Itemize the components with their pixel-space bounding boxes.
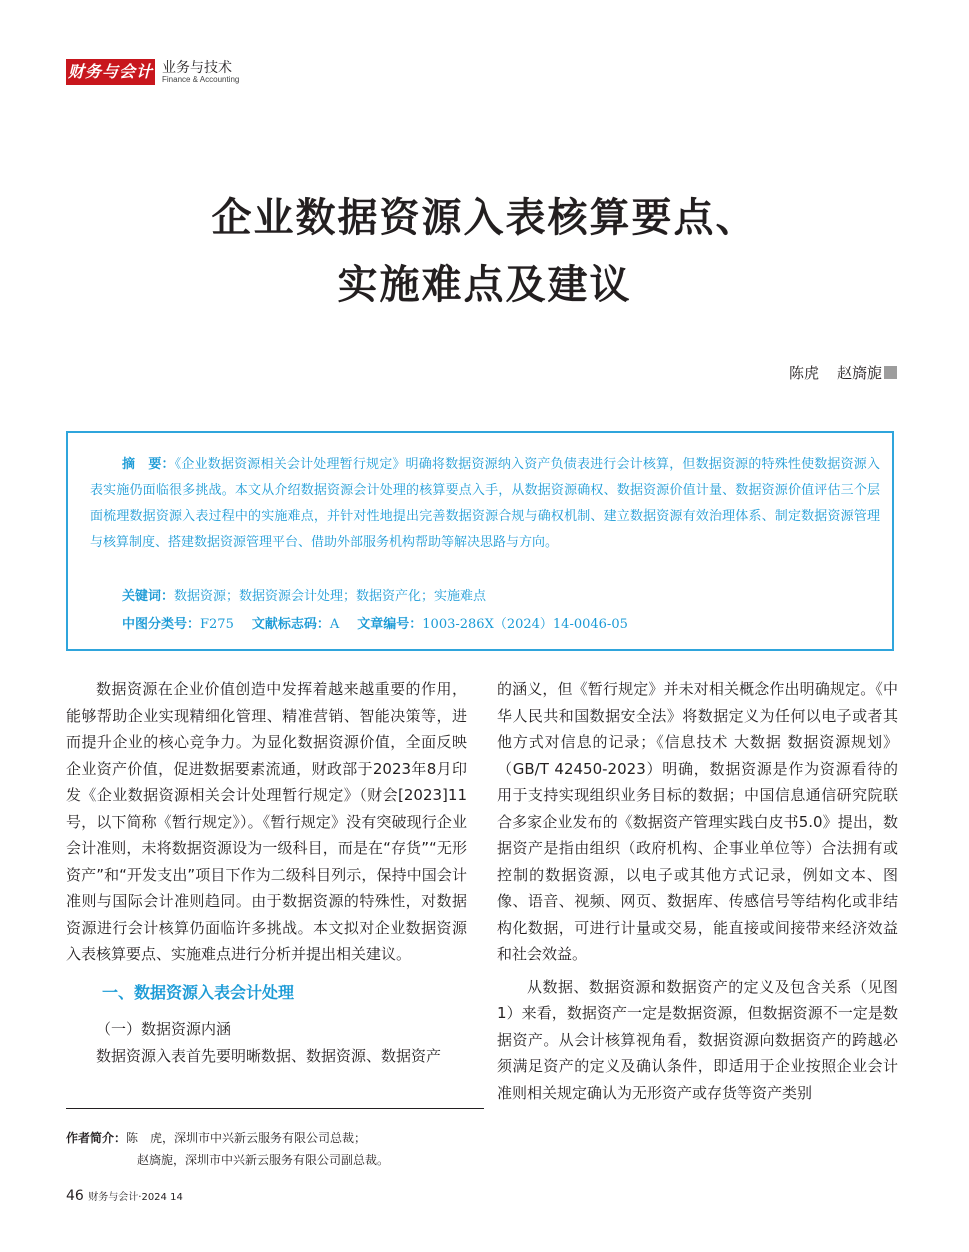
body-paragraph: 从数据、数据资源和数据资产的定义及包含关系（见图1）来看，数据资产一定是数据资源，但数据资源不一定是数据资产。从会计核算视角看，数据资源向数据资产的跨越必须满足资产的定义及确认条件，即适用于企业按照企业会计准则相关规定确认为无形资产或存货等资产类别 [497, 977, 898, 1102]
clc-label: 中图分类号： [122, 617, 201, 632]
author-bio [66, 1127, 389, 1171]
subsection-heading: （一）数据资源内涵 [96, 1020, 232, 1038]
article-number-label: 文章编号： [357, 617, 423, 632]
keywords-line [122, 585, 486, 604]
author-name: 赵旖旎 [836, 364, 882, 382]
abstract-text: 《企业数据资源相关会计处理暂行规定》明确将数据资源纳入资产负债表进行会计核算，但数据资源的特殊性使数据资源入表实施仍面临很多挑战。本文从介绍数据资源会计处理的核算要点入手，从数据资源确权、数据资源价值计量、数据资源价值评估三个层面梳理数据资源入表过程中的实施难点，并针对性地提出完善数据资源合规与确权机制、建立数据资源有效治理体系、制定数据资源管理与核算制度、搭建数据资源管理平台、借助外部服务机构帮助等解决思路与方向。 [90, 457, 880, 550]
section-heading: 一、数据资源入表会计处理 [102, 982, 295, 1002]
bio-line: 陈 虎，深圳市中兴新云服务有限公司总裁； [126, 1131, 367, 1145]
doc-code-value: A [329, 617, 340, 632]
keywords-text: 数据资源；数据资源会计处理；数据资产化；实施难点 [174, 589, 487, 604]
page-number: 46 [66, 1188, 84, 1204]
body-paragraph: 数据资源在企业价值创造中发挥着越来越重要的作用，能够帮助企业实现精细化管理、精准营销、智能决策等，进而提升企业的核心竞争力。为显化数据资源价值，全面反映企业资产价值，促进数据要素流通，财政部于2023年8月印发《企业数据资源相关会计处理暂行规定》（财会[2023]11号，以下简称《暂行规定》）。《暂行规定》没有突破现行企业会计准则，未将数据资源设为一级科目，而是在“存货”“无形资产”和“开发支出”项目下作为二级科目列示，保持中国会计准则与国际会计准则趋同。由于数据资源的特殊性，对数据资源进行会计核算仍面临许多挑战。本文拟对企业数据资源入表核算要点、实施难点进行分析并提出相关建议。 [66, 680, 467, 963]
article-title-line-1: 企业数据资源入表核算要点、 [211, 195, 758, 241]
classification-line [122, 613, 628, 632]
keywords-label: 关键词： [122, 589, 175, 604]
abstract-label: 摘 要： [122, 457, 175, 472]
abstract-paragraph [90, 452, 880, 556]
footnote-divider [66, 1108, 484, 1109]
author-list [789, 362, 897, 383]
abstract-box [66, 431, 894, 651]
bio-label: 作者简介： [66, 1131, 127, 1145]
doc-code-label: 文献标志码： [251, 617, 330, 632]
body-column-left [66, 676, 467, 1069]
end-square-icon [884, 366, 897, 379]
body-paragraph: 的涵义，但《暂行规定》并未对相关概念作出明确规定。《中华人民共和国数据安全法》将数据定义为任何以电子或者其他方式对信息的记录；《信息技术 大数据 数据资源规划》（GB/T 42450-2023）明确，数据资源是作为资源看待的用于支持实现组织业务目标的数据；中国信息通信研究院联合多家企业发布的《数据资产管理实践白皮书5.0》提出，数据资产是指由组织（政府机构、企事业单位等）合法拥有或控制的数据资源，以电子或其他方式记录，例如文本、图像、语音、视频、网页、数据库、传感信号等结构化或非结构化数据，可进行计量或交易，能直接或间接带来经济效益和社会效益。 [497, 680, 898, 963]
page-footer [66, 1188, 183, 1204]
journal-logo: 财务与会计 [66, 59, 155, 85]
clc-value: F275 [200, 617, 234, 632]
author-name: 陈虎 [788, 364, 819, 382]
bio-line: 赵旖旎，深圳市中兴新云服务有限公司副总裁。 [137, 1153, 390, 1167]
article-number-value: 1003-286X（2024）14-0046-05 [422, 617, 628, 632]
section-title: 业务与技术 [162, 60, 232, 76]
body-column-right [497, 676, 898, 1106]
article-title-line-2: 实施难点及建议 [337, 262, 632, 308]
section-subtitle: Finance & Accounting [162, 75, 240, 84]
body-paragraph: 数据资源入表首先要明晰数据、数据资源、数据资产 [96, 1046, 442, 1065]
publication-info: 财务与会计·2024 14 [88, 1192, 183, 1203]
